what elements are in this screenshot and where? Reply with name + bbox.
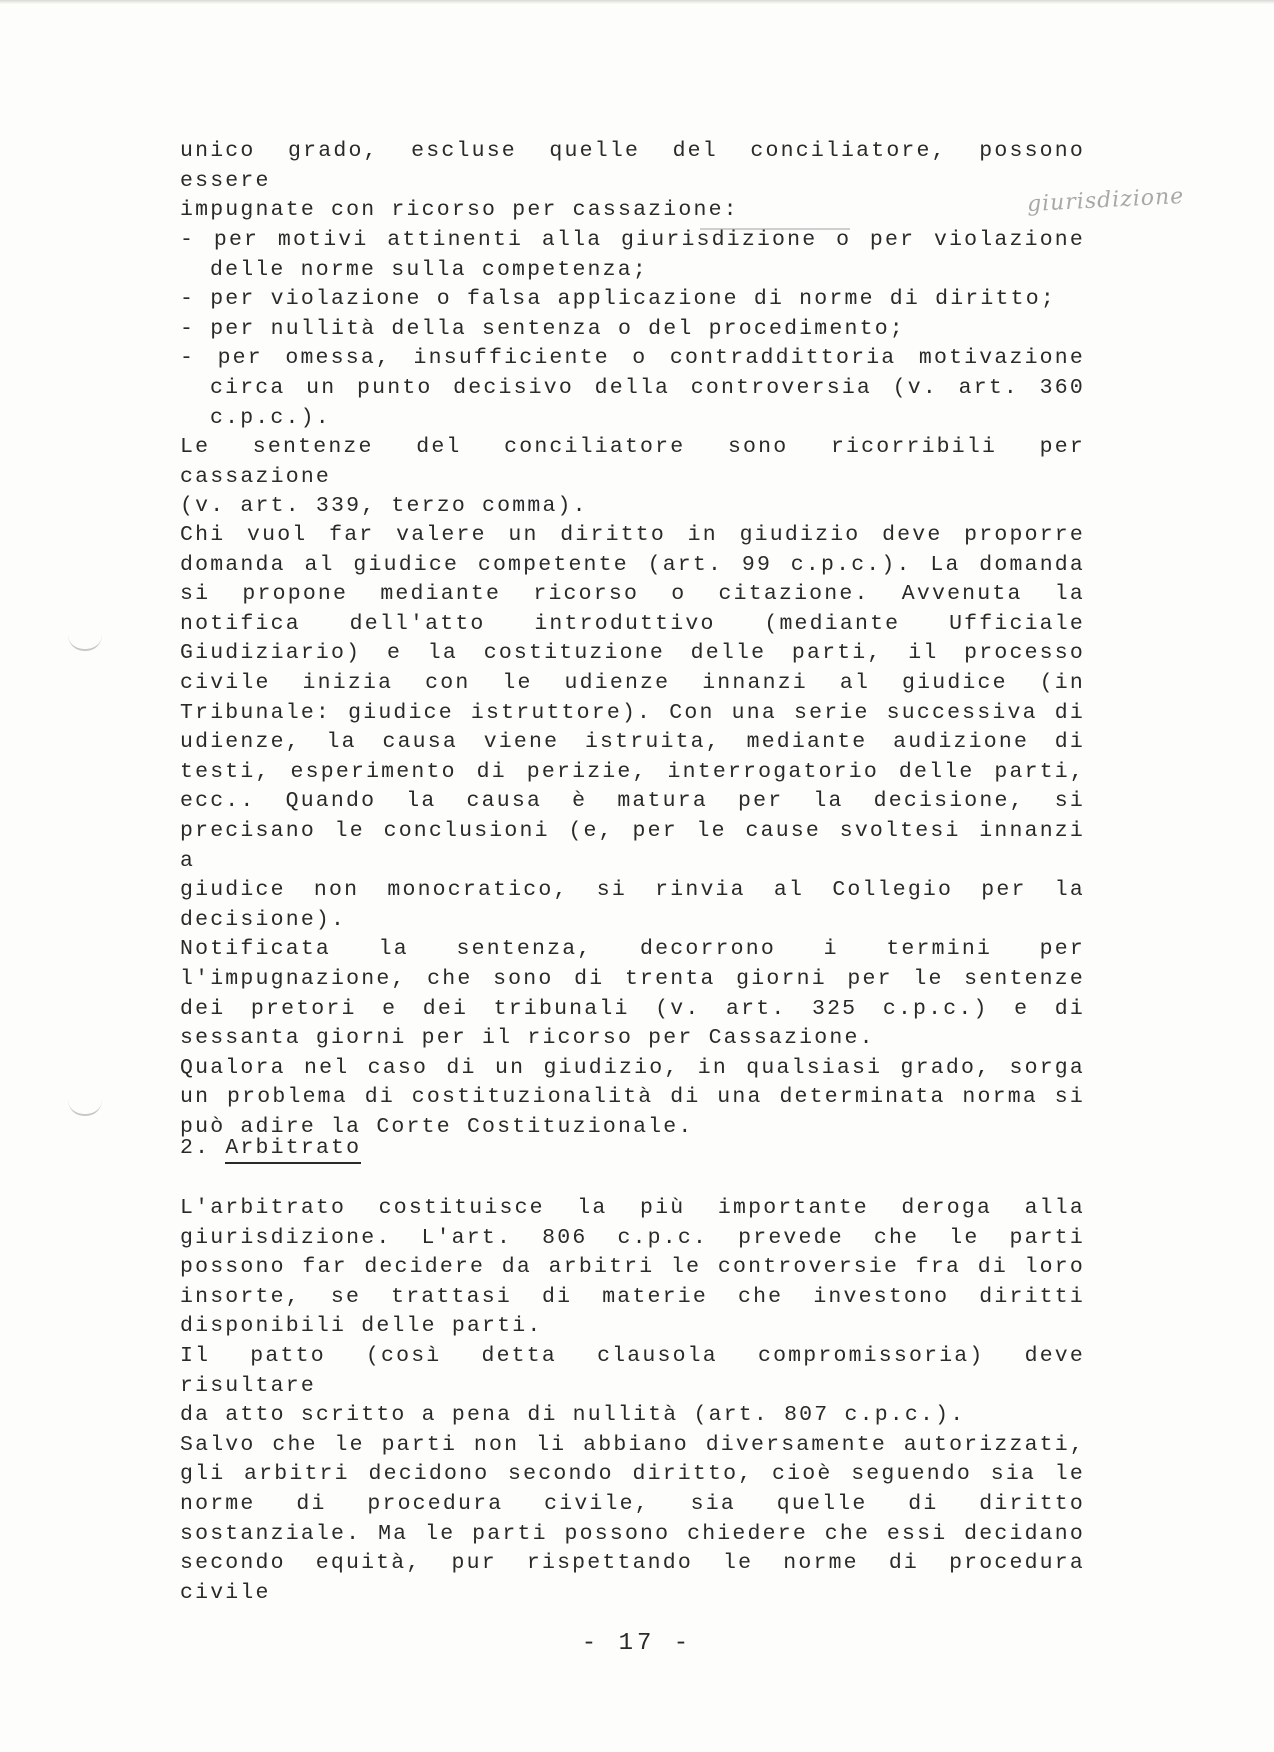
appeal-grounds-list [180,226,1085,433]
text-line: impugnate con ricorso per cassazione: [180,198,739,223]
text-line: Qualora nel caso di un giudizio, in qualsiasi grado, sorga [180,1055,1085,1080]
paragraph-civil-process [180,521,1085,1142]
text-line: secondo equità, pur rispettando le norme di procedura civile [180,1551,1085,1605]
text-line: Chi vuol far valere un diritto in giudizio deve proporre [180,523,1085,547]
section-heading [180,1133,361,1163]
list-item-continuation: delle norme sulla competenza; [210,257,648,282]
text-line: Il patto (così detta clausola compromissoria) deve risultare [180,1343,1085,1398]
list-item-continuation: c.p.c.). [210,405,331,430]
handwritten-note: giurisdizione [1026,183,1185,218]
paragraph-appeal-intro [180,137,1085,226]
text-line: da atto scritto a pena di nullità (art. 807 c.p.c.). [180,1403,966,1428]
text-line: dei pretori e dei tribunali (v. art. 325 c.p.c.) e di [180,996,1085,1021]
section-number: 2. [180,1136,211,1160]
text-line: l'impugnazione, che sono di trenta giorni per le sentenze [180,966,1085,991]
text-line: precisano le conclusioni (e, per le cause svoltesi innanzi a [180,818,1085,873]
text-line: insorte, se trattasi di materie che investono diritti [180,1284,1085,1309]
text-line: Salvo che le parti non li abbiano diversamente autorizzati, [180,1432,1085,1457]
punch-hole-mark [68,635,102,651]
paragraph-conciliatore [180,433,1085,522]
text-line: Tribunale: giudice istruttore). Con una serie successiva di [180,700,1085,725]
text-line: gli arbitri decidono secondo diritto, cioè seguendo sia le [180,1462,1085,1487]
text-line: giudice non monocratico, si rinvia al Collegio per la [180,878,1085,903]
text-line: sessanta giorni per il ricorso per Cassazione. [180,1026,875,1051]
text-line: sostanziale. Ma le parti possono chiedere che essi decidano [180,1521,1085,1546]
list-item: - per motivi attinenti alla giurisdizione o per violazione [180,228,1085,252]
text-line: udienze, la causa viene istruita, mediante audizione di [180,730,1085,755]
text-line: unico grado, escluse quelle del conciliatore, possono essere [180,139,1085,193]
text-line: (v. art. 339, terzo comma). [180,494,588,519]
text-line: possono far decidere da arbitri le controversie fra di loro [180,1255,1085,1280]
text-line: L'arbitrato costituisce la più importante deroga alla [180,1196,1085,1220]
text-line: un problema di costituzionalità di una determinata norma si [180,1085,1085,1110]
text-line: domanda al giudice competente (art. 99 c.p.c.). La domanda [180,552,1085,577]
text-line: decisione). [180,907,347,932]
text-line: si propone mediante ricorso o citazione. Avvenuta la [180,582,1085,607]
paragraph-arbitrato [180,1194,1085,1608]
list-item: - per omessa, insufficiente o contraddittoria motivazione [180,346,1085,371]
text-line: giurisdizione. L'art. 806 c.p.c. prevede che le parti [180,1225,1085,1250]
text-line: norme di procedura civile, sia quelle di diritto [180,1491,1085,1516]
text-line: Le sentenze del conciliatore sono ricorribili per cassazione [180,435,1085,489]
page-number: - 17 - [581,1630,693,1657]
section-title: Arbitrato [225,1136,361,1164]
text-line: disponibili delle parti. [180,1314,543,1339]
list-item-continuation: circa un punto decisivo della controversia (v. art. 360 [210,375,1085,400]
page-top-edge [0,0,1274,4]
punch-hole-mark [68,1100,102,1116]
text-line: ecc.. Quando la causa è matura per la decisione, si [180,789,1085,814]
text-line: Notificata la sentenza, decorrono i termini per [180,937,1085,962]
text-line: notifica dell'atto introduttivo (mediante Ufficiale [180,611,1085,636]
text-line: civile inizia con le udienze innanzi al giudice (in [180,670,1085,695]
list-item: - per nullità della sentenza o del procedimento; [180,316,905,341]
text-line: può adire la Corte Costituzionale. [180,1114,694,1139]
text-line: testi, esperimento di perizie, interrogatorio delle parti, [180,759,1085,784]
text-line: Giudiziario) e la costituzione delle parti, il processo [180,641,1085,666]
list-item: - per violazione o falsa applicazione di norme di diritto; [180,287,1056,312]
